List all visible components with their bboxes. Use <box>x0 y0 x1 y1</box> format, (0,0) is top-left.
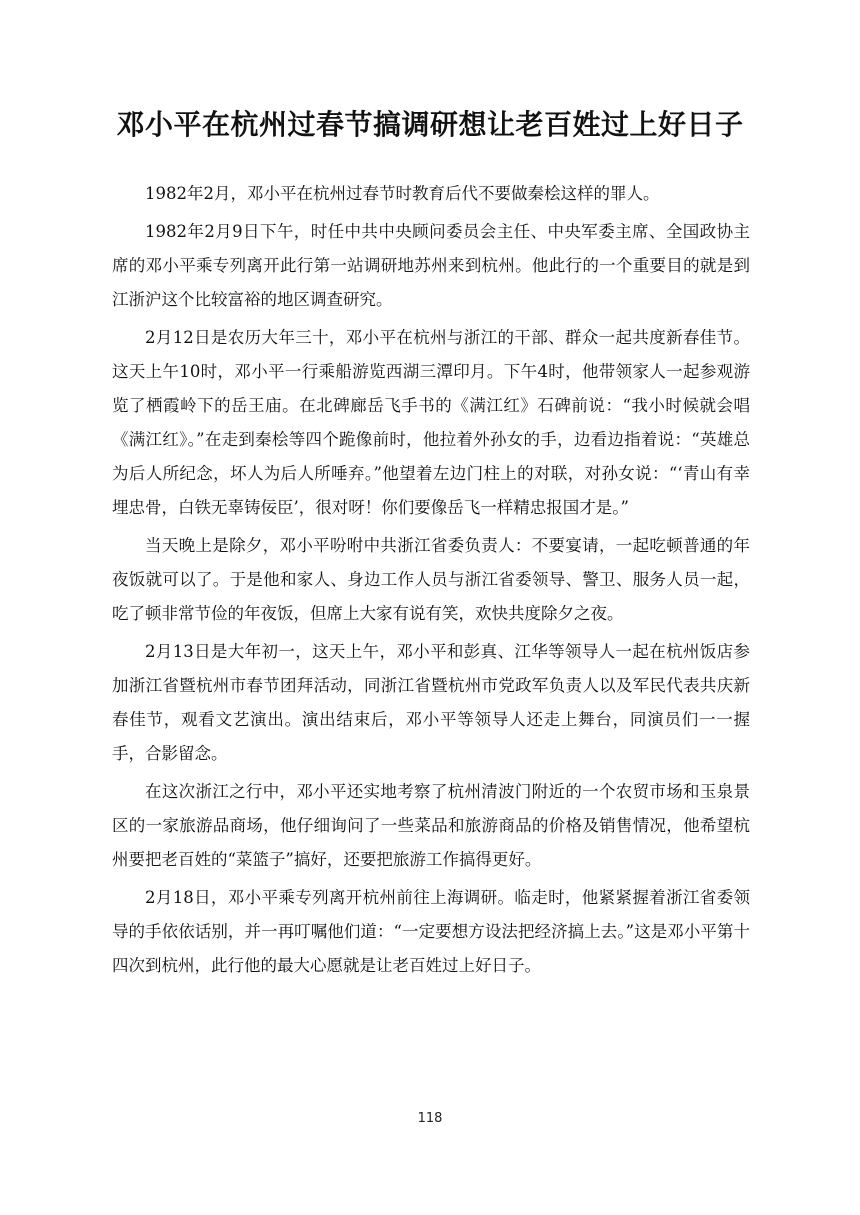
page-number: 118 <box>417 1111 443 1126</box>
paragraph: 在这次浙江之行中，邓小平还实地考察了杭州清波门附近的一个农贸市场和玉泉景区的一家旅游品商场，他仔细询问了一些菜品和旅游商品的价格及销售情况，他希望杭州要把老百姓的“菜篮子”搞好，还要把旅游工作搞得更好。 <box>112 782 750 869</box>
paragraph: 2月13日是大年初一，这天上午，邓小平和彭真、江华等领导人一起在杭州饭店参加浙江省暨杭州市春节团拜活动，同浙江省暨杭州市党政军负责人以及军民代表共庆新春佳节，观看文艺演出。演出结束后，邓小平等领导人还走上舞台，同演员们一一握手，合影留念。 <box>112 642 750 763</box>
paragraph: 1982年2月9日下午，时任中共中央顾问委员会主任、中央军委主席、全国政协主席的邓小平乘专列离开此行第一站调研地苏州来到杭州。他此行的一个重要目的就是到江浙沪这个比较富裕的地区调查研究。 <box>112 222 750 309</box>
paragraph: 2月18日，邓小平乘专列离开杭州前往上海调研。临走时，他紧紧握着浙江省委领导的手依依话别，并一再叮嘱他们道：“一定要想方设法把经济搞上去。”这是邓小平第十四次到杭州，此行他的最大心愿就是让老百姓过上好日子。 <box>112 888 750 975</box>
paragraph: 2月12日是农历大年三十，邓小平在杭州与浙江的干部、群众一起共度新春佳节。这天上午10时，邓小平一行乘船游览西湖三潭印月。下午4时，他带领家人一起参观游览了栖霞岭下的岳王庙。在北碑廊岳飞手书的《满江红》石碑前说：“我小时候就会唱《满江红》。”在走到秦桧等四个跪像前时，他拉着外孙女的手，边看边指着说：“英雄总为后人所纪念，坏人为后人所唾弃。”他望着左边门柱上的对联，对孙女说：“‘青山有幸埋忠骨，白铁无辜铸佞臣’，很对呀！你们要像岳飞一样精忠报国才是。” <box>112 328 750 517</box>
paragraph: 当天晚上是除夕，邓小平吩咐中共浙江省委负责人：不要宴请，一起吃顿普通的年夜饭就可以了。于是他和家人、身边工作人员与浙江省委领导、警卫、服务人员一起，吃了顿非常节俭的年夜饭，但席上大家有说有笑，欢快共度除夕之夜。 <box>112 536 750 623</box>
document-body <box>112 177 750 987</box>
document-title: 邓小平在杭州过春节搞调研想让老百姓过上好日子 <box>116 108 744 141</box>
paragraph: 1982年2月，邓小平在杭州过春节时教育后代不要做秦桧这样的罪人。 <box>145 184 660 203</box>
